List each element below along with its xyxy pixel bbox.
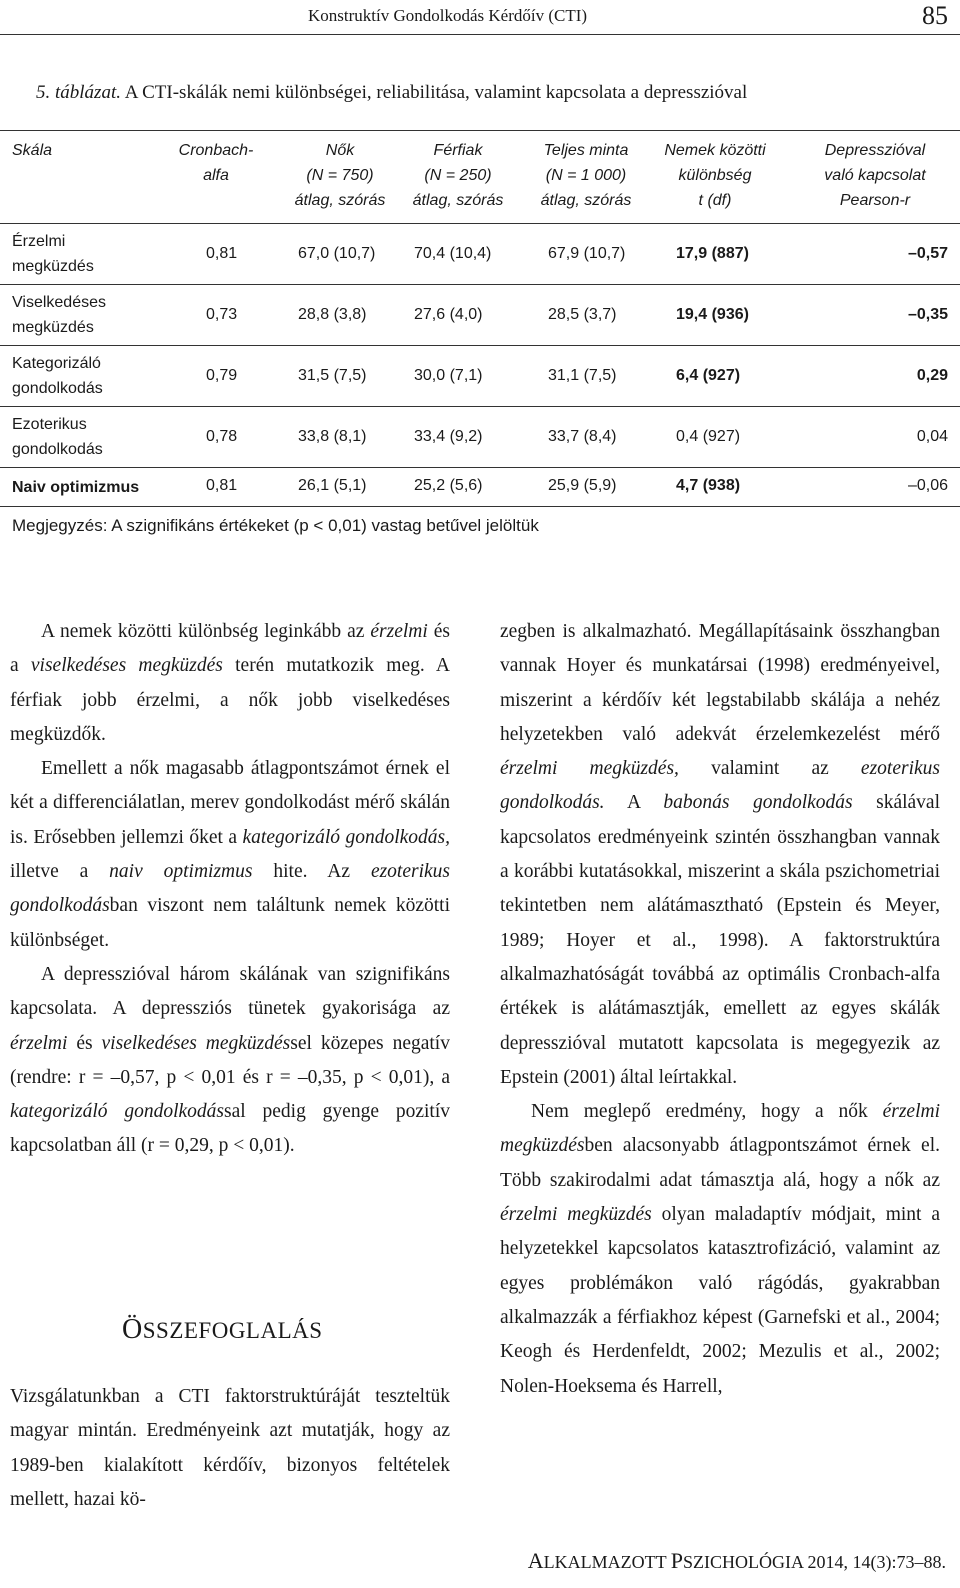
header-total: Teljes minta (N = 1 000) átlag, szórás <box>540 142 632 209</box>
table-row <box>0 346 960 407</box>
t-cell: 4,7 (938) <box>676 477 741 494</box>
paragraph: Nem meglepő eredmény, hogy a nők érzelmi megküzdésben alacsonyabb átlagpontszámot érnek el. Több szakirodalmi adat támasztja alá, hogy a nők az érzelmi megküzdés olyan maladaptív módjait, mint a helyzetekkel kapcsolatos katasztrofizáció, valamint az egyes problémákon való rágódás, gyakrabban alkalmazzák a férfiakhoz képest (Garnefski et al., 2004; Keogh és Herdenfeldt, 2002; Mezulis et al., 2002; Nolen-Hoeksema és Harrell, <box>500 1101 940 1397</box>
summary-paragraph: Vizsgálatunkban a CTI faktorstruktúráját teszteltük magyar mintán. Eredményeink azt mutatják, hogy az 1989-ben kialakított kérdőív, bizonyos feltételek mellett, hazai kö- <box>10 1386 450 1510</box>
paragraph: A nemek közötti különbség leginkább az érzelmi és a viselkedéses megküzdés terén mutatkozik meg. A férfiak jobb érzelmi, a nők jobb viselkedéses megküzdők. <box>10 621 451 745</box>
header-alpha: Cronbach- alfa <box>178 142 254 184</box>
paragraph: A depresszióval három skálának van szignifikáns kapcsolata. A depressziós tünetek gyakorisága az érzelmi és viselkedéses megküzdéssel közepes negatív (rendre: r = –0,57, p < 0,01 és r = –0,35, p < 0,01), a kategorizáló gondolkodással pedig gyenge pozitív kapcsolatban áll (r = 0,29, p < 0,01). <box>10 963 450 1157</box>
table-caption <box>36 82 747 104</box>
right-column <box>500 615 940 1404</box>
table-row <box>0 224 960 285</box>
scale-label: Naiv optimizmus <box>12 479 140 496</box>
women-cell: 31,5 (7,5) <box>298 367 367 384</box>
table-row <box>0 285 960 346</box>
total-cell: 33,7 (8,4) <box>548 428 617 445</box>
alpha-cell: 0,78 <box>206 428 238 445</box>
header-scale: Skála <box>12 142 53 159</box>
t-cell: 19,4 (936) <box>676 306 749 323</box>
men-cell: 33,4 (9,2) <box>414 428 483 445</box>
scale-label: Viselkedéses megküzdés <box>12 294 106 336</box>
men-cell: 25,2 (5,6) <box>414 477 483 494</box>
t-cell: 0,4 (927) <box>676 428 741 445</box>
t-cell: 17,9 (887) <box>676 245 749 262</box>
women-cell: 67,0 (10,7) <box>298 245 376 262</box>
alpha-cell: 0,81 <box>206 245 238 262</box>
alpha-cell: 0,79 <box>206 367 238 384</box>
r-cell: –0,35 <box>907 306 948 323</box>
results-table <box>0 130 960 507</box>
total-cell: 28,5 (3,7) <box>548 306 617 323</box>
men-cell: 30,0 (7,1) <box>414 367 483 384</box>
total-cell: 25,9 (5,9) <box>548 477 617 494</box>
r-cell: 0,04 <box>916 428 948 445</box>
r-cell: –0,06 <box>907 477 948 494</box>
table-row <box>0 407 960 468</box>
header-women: Nők (N = 750) átlag, szórás <box>294 142 386 209</box>
r-cell: 0,29 <box>916 367 948 384</box>
women-cell: 33,8 (8,1) <box>298 428 367 445</box>
scale-label: Ezoterikus gondolkodás <box>12 416 103 458</box>
table-header <box>0 131 960 224</box>
alpha-cell: 0,73 <box>206 306 238 323</box>
running-header <box>0 0 960 35</box>
table-caption-text: A CTI-skálák nemi különbségei, reliabilitása, valamint kapcsolata a depresszióval <box>124 82 748 103</box>
t-cell: 6,4 (927) <box>676 367 741 384</box>
r-cell: –0,57 <box>907 245 948 262</box>
women-cell: 28,8 (3,8) <box>298 306 367 323</box>
total-cell: 31,1 (7,5) <box>548 367 617 384</box>
women-cell: 26,1 (5,1) <box>298 477 367 494</box>
running-title: Konstruktív Gondolkodás Kérdőív (CTI) <box>308 6 588 25</box>
table-caption-label: 5. táblázat. <box>36 82 121 103</box>
scale-label: Érzelmi megküzdés <box>12 233 94 275</box>
table-note: Megjegyzés: A szignifikáns értékeket (p < 0,01) vastag betűvel jelöltük <box>12 516 539 535</box>
men-cell: 70,4 (10,4) <box>414 245 492 262</box>
scale-label: Kategorizáló gondolkodás <box>12 355 103 397</box>
journal-footer: ALKALMAZOTT PSZICHOLÓGIA 2014, 14(3):73–88. <box>527 1548 946 1573</box>
men-cell: 27,6 (4,0) <box>414 306 483 323</box>
header-gender-difference: Nemek közötti különbség t (df) <box>664 142 766 209</box>
section-heading: ÖSSZEFOGLALÁS <box>122 1314 323 1345</box>
alpha-cell: 0,81 <box>206 477 238 494</box>
paragraph: zegben is alkalmazható. Megállapításaink összhangban vannak Hoyer és munkatársai (1998) eredményeivel, miszerint a kérdőív két legstabilabb skálája a nehéz helyzetekben való adekvát érzelemkezelést mérő érzelmi megküzdés, valamint az ezoterikus gondolkodás. A babonás gondolkodás skálával kapcsolatos eredményeink szintén összhangban vannak a korábbi kutatásokkal, miszerint a skála pszichometriai tekintetben nem alátámasztható (Epstein és Meyer, 1989; Hoyer et al., 1998). A faktorstruktúra alkalmazhatóságát továbbá az optimális Cronbach-alfa értékek is alátámasztják, emellett az egyes skálák depresszióval mutatott kapcsolata is megegyezik az Epstein (2001) által leírtakkal. <box>500 621 940 1088</box>
header-depression-correlation: Depresszióval való kapcsolat Pearson-r <box>824 142 926 209</box>
total-cell: 67,9 (10,7) <box>548 245 626 262</box>
header-men: Férfiak (N = 250) átlag, szórás <box>412 142 504 209</box>
page-number: 85 <box>922 1 948 30</box>
left-column <box>10 615 450 1164</box>
paragraph: Emellett a nők magasabb átlagpontszámot érnek el két a differenciálatlan, merev gondolkodást mérő skálán is. Erősebben jellemzi őket a kategorizáló gondolkodás, illetve a naiv optimizmus hite. Az ezoterikus gondolkodásban viszont nem találtunk nemek közötti különbséget. <box>10 758 451 951</box>
table-row <box>0 468 960 507</box>
